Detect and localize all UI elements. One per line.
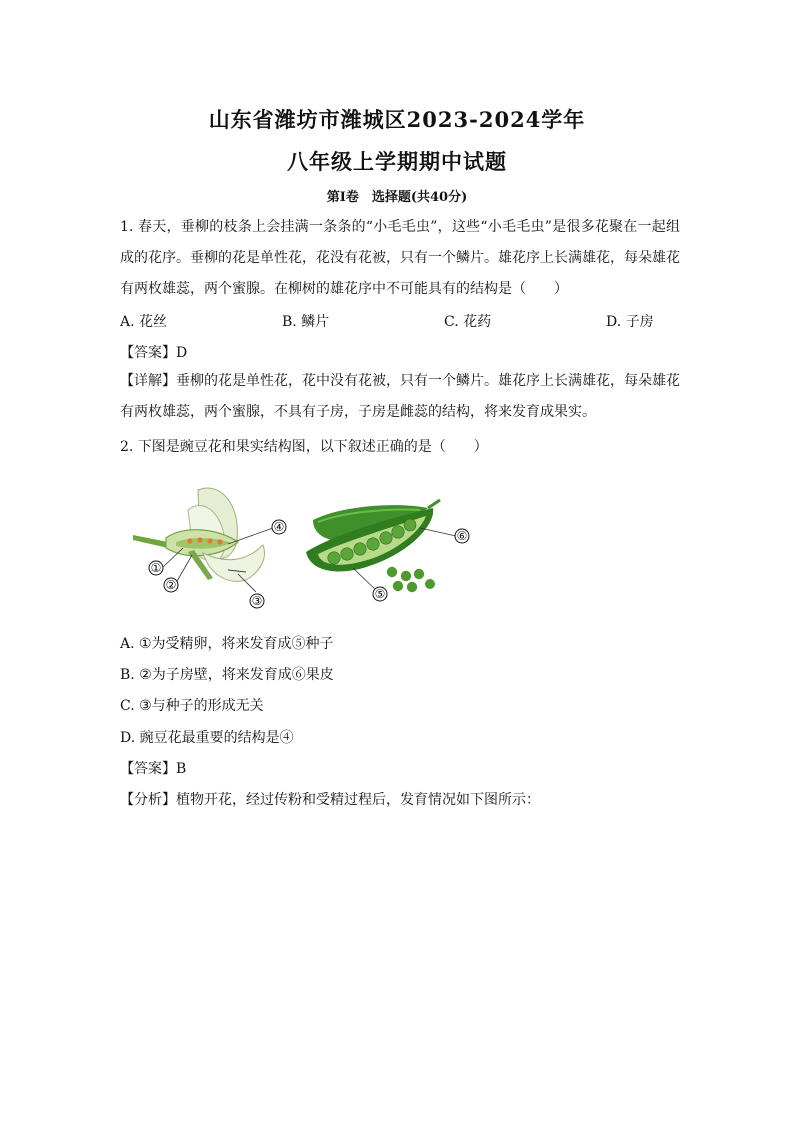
document-title-line2: 八年级上学期期中试题 xyxy=(287,149,507,174)
question-1-options xyxy=(120,311,680,335)
question-2-option-a: A. ①为受精卵，将来发育成⑤种子 xyxy=(120,636,334,652)
option-a: A. 花丝 xyxy=(120,314,168,330)
label-1: ① xyxy=(150,561,162,575)
label-2: ② xyxy=(165,578,177,592)
pea-pod-illustration xyxy=(306,500,440,592)
question-2-answer: 【答案】B xyxy=(120,761,187,777)
document-title-line1: 山东省潍坊市潍城区2023-2024学年 xyxy=(208,107,586,132)
question-1-answer: 【答案】D xyxy=(120,345,188,361)
question-2-text: 2. 下图是豌豆花和果实结构图，以下叙述正确的是（ ） xyxy=(120,439,488,455)
pea-flower-and-fruit-figure xyxy=(128,480,478,610)
question-2-option-d: D. 豌豆花最重要的结构是④ xyxy=(120,730,294,746)
question-2-option-b: B. ②为子房壁，将来发育成⑥果皮 xyxy=(120,667,334,683)
label-3: ③ xyxy=(251,594,263,608)
question-2-option-c: C. ③与种子的形成无关 xyxy=(120,698,264,714)
label-6: ⑥ xyxy=(456,529,468,543)
option-d: D. 子房 xyxy=(606,314,654,330)
label-4: ④ xyxy=(273,520,285,534)
question-1-text: 1. 春天，垂柳的枝条上会挂满一条条的“小毛毛虫”，这些“小毛毛虫”是很多花聚在一起组成的花序。垂柳的花是单性花，花没有花被，只有一个鳞片。雄花序上长满雄花，每朵雄花有两枚雄蕊，两个蜜腺。在柳树的雄花序中不可能具有的结构是（ ） xyxy=(120,219,680,297)
option-c: C. 花药 xyxy=(444,314,492,330)
section-heading: 第Ⅰ卷 选择题(共40分) xyxy=(326,190,468,205)
question-1-detail: 【详解】垂柳的花是单性花，花中没有花被，只有一个鳞片。雄花序上长满雄花，每朵雄花有两枚雄蕊，两个蜜腺，不具有子房，子房是雌蕊的结构，将来发育成果实。 xyxy=(120,373,680,420)
question-2-analysis: 【分析】植物开花，经过传粉和受精过程后，发育情况如下图所示： xyxy=(120,792,540,808)
label-5: ⑤ xyxy=(374,587,386,601)
option-b: B. 鳞片 xyxy=(282,314,330,330)
